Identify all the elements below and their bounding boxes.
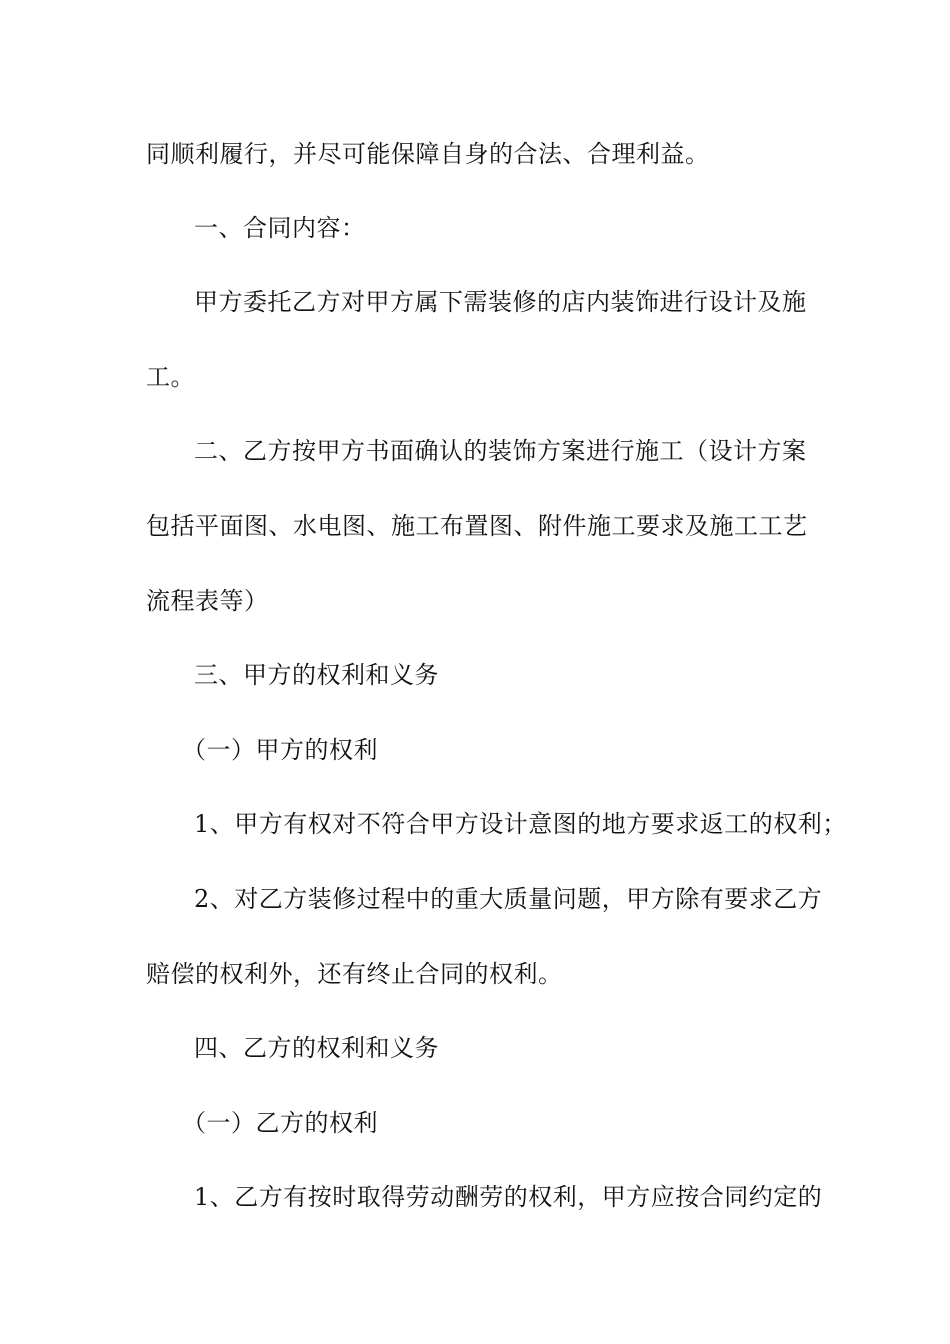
paragraph-line: 工。 (146, 363, 195, 391)
section-heading-party-b: 四、乙方的权利和义务 (194, 1034, 439, 1062)
section-heading-contract-content: 一、合同内容： (194, 214, 366, 242)
paragraph-line: 同顺利履行，并尽可能保障自身的合法、合理利益。 (146, 140, 710, 168)
paragraph-line: 1、甲方有权对不符合甲方设计意图的地方要求返工的权利； (194, 810, 847, 838)
subsection-heading-party-a-rights: （一）甲方的权利 (182, 736, 378, 764)
paragraph-line: 2、对乙方装修过程中的重大质量问题，甲方除有要求乙方 (194, 885, 823, 913)
paragraph-line: 赔偿的权利外，还有终止合同的权利。 (146, 960, 563, 988)
paragraph-line: 甲方委托乙方对甲方属下需装修的店内装饰进行设计及施 (194, 288, 807, 316)
paragraph-line: 包括平面图、水电图、施工布置图、附件施工要求及施工工艺 (146, 512, 808, 540)
subsection-heading-party-b-rights: （一）乙方的权利 (182, 1109, 378, 1137)
section-heading-party-a: 三、甲方的权利和义务 (194, 661, 439, 689)
paragraph-line: 流程表等） (146, 587, 269, 615)
paragraph-line: 1、乙方有按时取得劳动酬劳的权利，甲方应按合同约定的 (194, 1183, 823, 1211)
paragraph-line: 二、乙方按甲方书面确认的装饰方案进行施工（设计方案 (194, 437, 807, 465)
